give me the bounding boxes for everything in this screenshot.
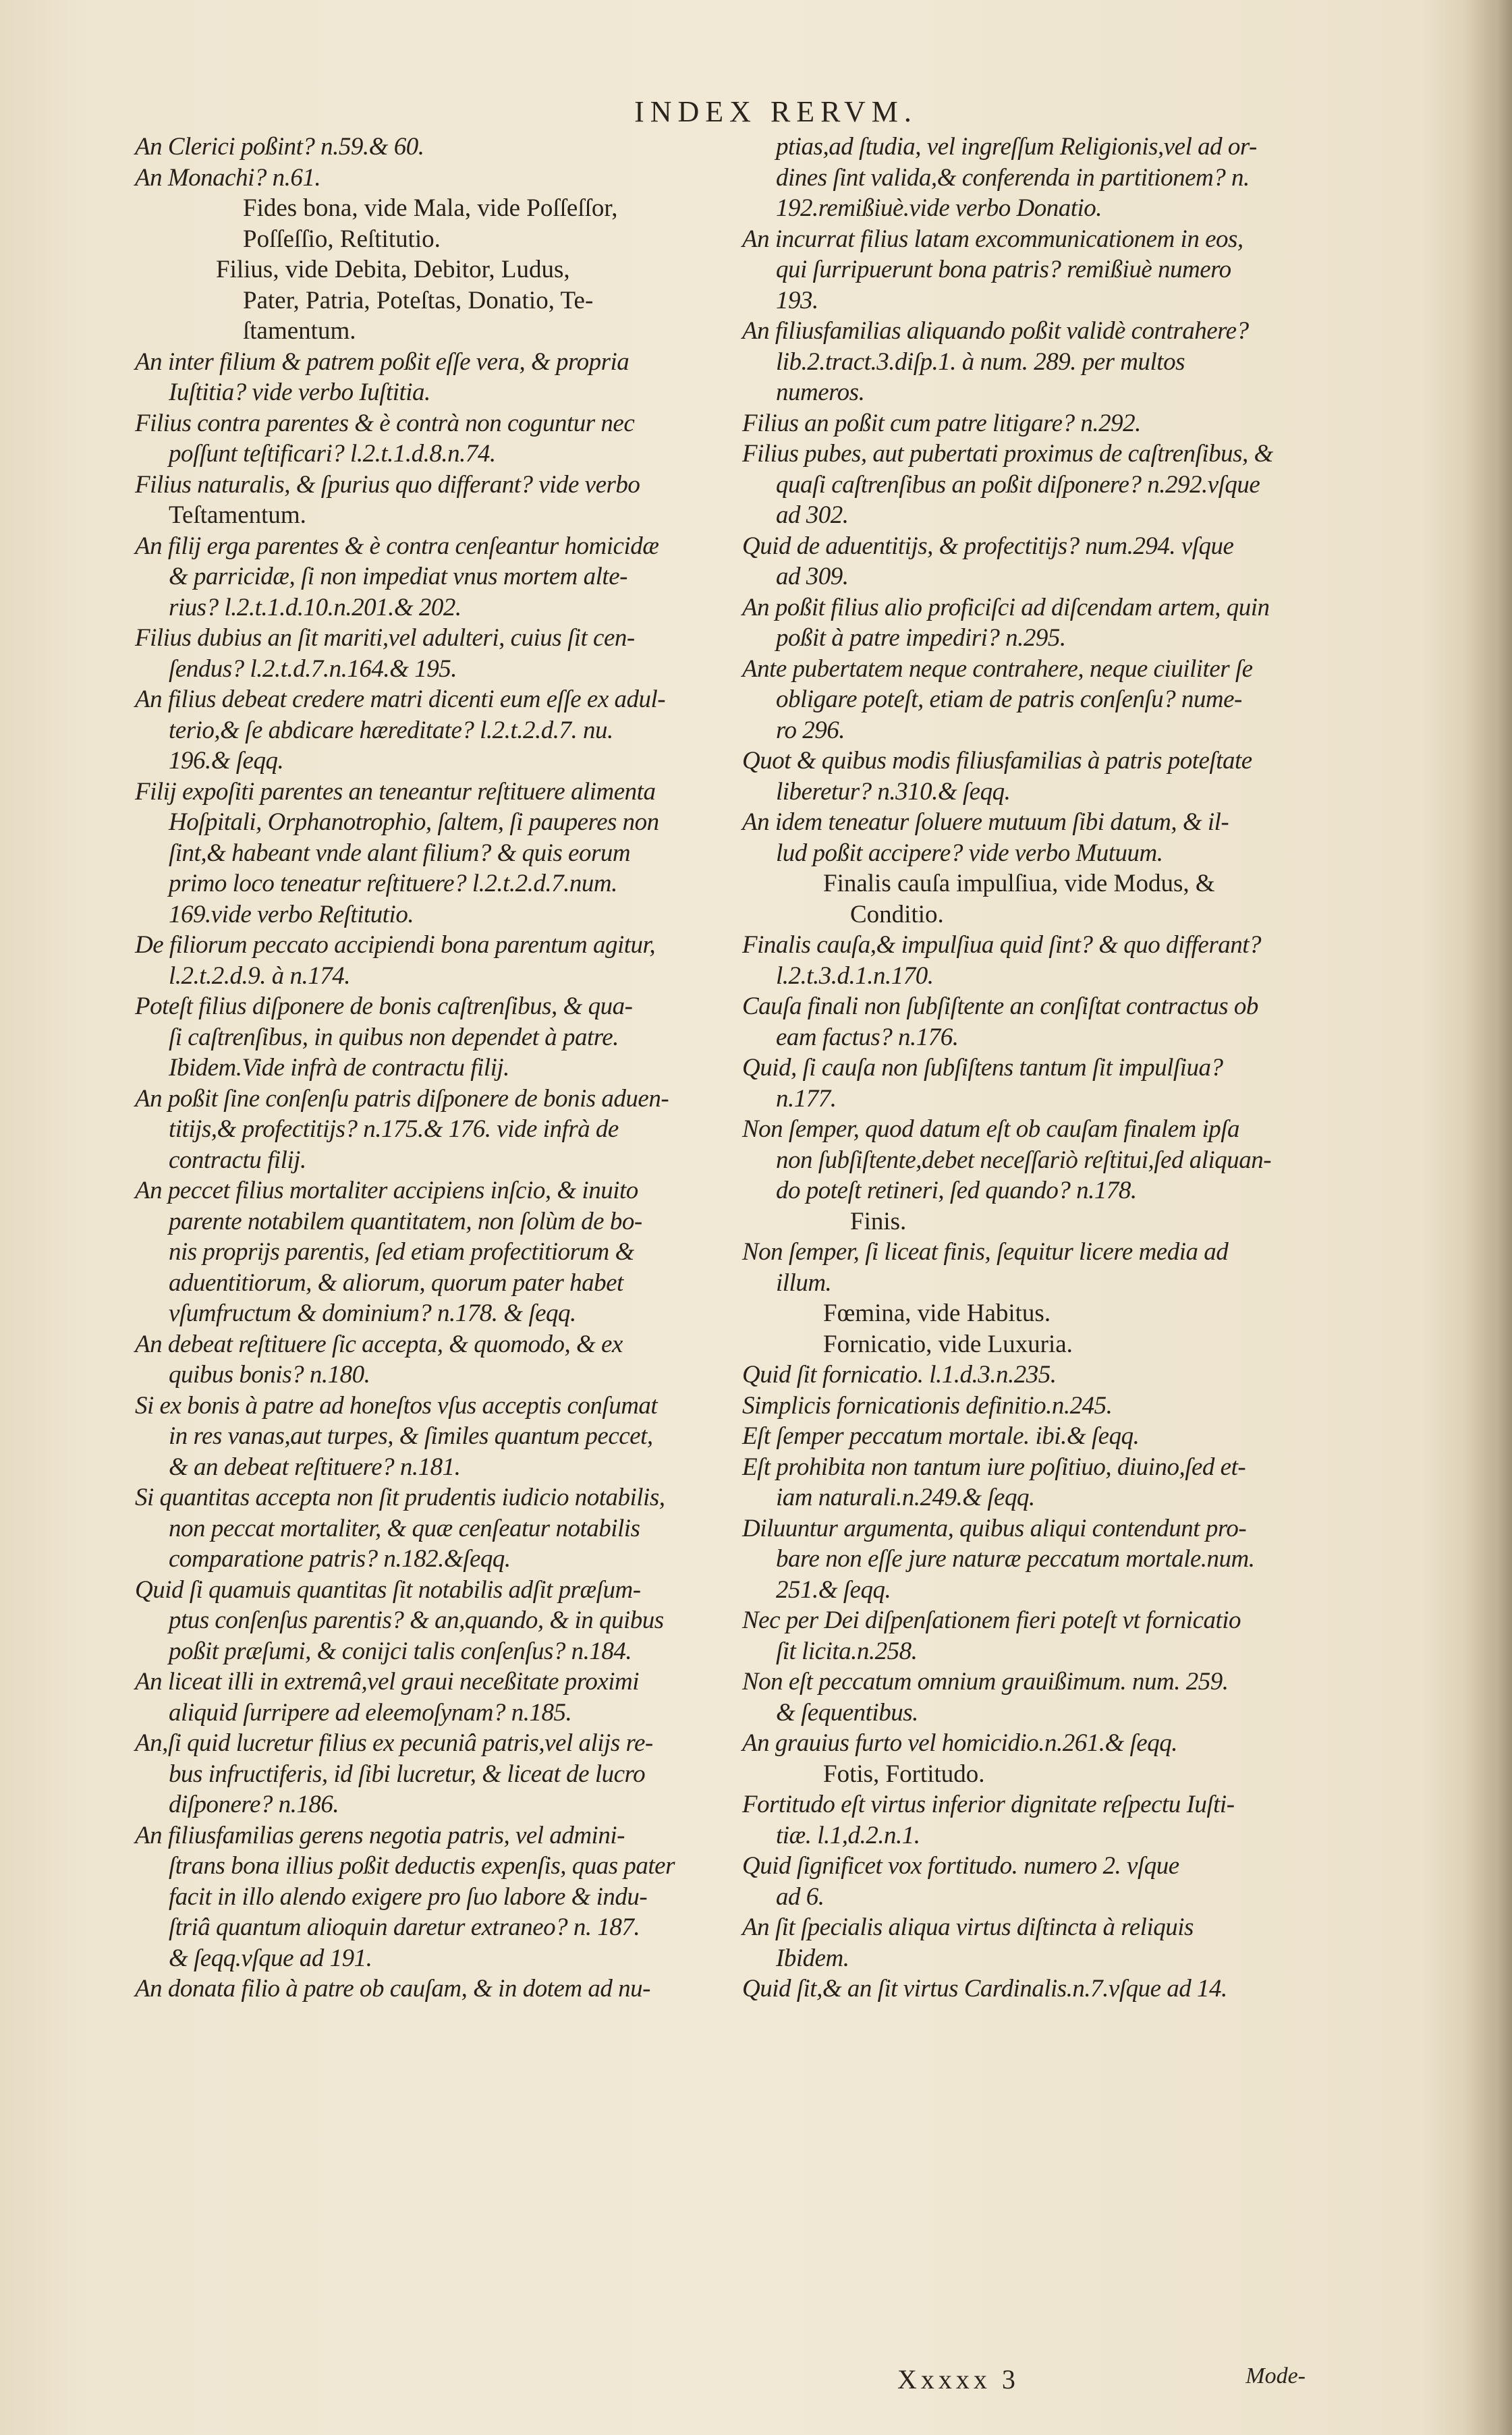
index-line: Poteſt filius diſponere de bonis caſtrenſibus, & qua- xyxy=(135,992,633,1020)
index-line: An,ſi quid lucretur filius ex pecuniâ patris,vel alijs re- xyxy=(135,1729,653,1757)
right-column xyxy=(742,132,1306,2005)
index-line: Quid ſit fornicatio. l.1.d.3.n.235. xyxy=(742,1361,1057,1389)
index-line: An peccet filius mortaliter accipiens inſcio, & inuito xyxy=(135,1177,638,1204)
index-line: iam naturali.n.249.& ſeqq. xyxy=(776,1484,1035,1511)
index-line: ſtriâ quantum alioquin daretur extraneo? n. 187. xyxy=(169,1913,640,1941)
index-line: An filius debeat credere matri dicenti eum eſſe ex adul- xyxy=(135,685,666,713)
index-line: tiæ. l.1,d.2.n.1. xyxy=(776,1821,920,1849)
index-line: do poteſt retineri, ſed quando? n.178. xyxy=(776,1177,1137,1204)
index-line: Filius pubes, aut pubertati proximus de caſtrenſibus, & xyxy=(742,440,1273,468)
index-line: 251.& ſeqq. xyxy=(776,1575,891,1604)
index-line: An filiusfamilias gerens negotia patris, vel admini- xyxy=(135,1821,625,1849)
index-line: Diluuntur argumenta, quibus aliqui contendunt pro- xyxy=(742,1514,1247,1542)
index-line: Quid de aduentitijs, & profectitijs? num.294. vſque xyxy=(742,532,1234,560)
index-line: lib.2.tract.3.diſp.1. à num. 289. per multos xyxy=(776,347,1185,376)
index-line: quaſi caſtrenſibus an poßit diſponere? n.292.vſque xyxy=(776,470,1260,499)
index-line: Hoſpitali, Orphanotrophio, ſaltem, ſi pauperes non xyxy=(169,808,659,836)
index-line: Non ſemper, quod datum eſt ob cauſam finalem ipſa xyxy=(742,1115,1240,1143)
index-line: Quid ſignificet vox fortitudo. numero 2. vſque xyxy=(742,1852,1179,1880)
index-line: qui ſurripuerunt bona patris? remißiuè numero xyxy=(776,256,1231,283)
index-line: Finalis cauſa impulſiua, vide Modus, & xyxy=(823,870,1215,897)
left-column xyxy=(135,132,722,2005)
index-line: 192.remißiuè.vide verbo Donatio. xyxy=(776,194,1102,222)
index-line: Filius naturalis, & ſpurius quo differant? vide verbo xyxy=(135,470,640,499)
index-line: liberetur? n.310.& ſeqq. xyxy=(776,777,1011,806)
index-line: parente notabilem quantitatem, non ſolùm de bo- xyxy=(169,1207,642,1235)
index-line: in res vanas,aut turpes, & ſimiles quantum peccet, xyxy=(169,1422,653,1450)
index-line: Filij expoſiti parentes an teneantur reſtituere alimenta xyxy=(135,777,656,806)
index-line: Finalis cauſa,& impulſiua quid ſint? & quo differant? xyxy=(742,931,1261,959)
index-line: Fortitudo eſt virtus inferior dignitate reſpectu Iuſti- xyxy=(742,1791,1235,1818)
index-line: De filiorum peccato accipiendi bona parentum agitur, xyxy=(135,931,656,959)
index-line: Eſt ſemper peccatum mortale. ibi.& ſeqq. xyxy=(742,1422,1140,1450)
index-line: & parricidæ, ſi non impediat vnus mortem alte- xyxy=(169,563,627,590)
index-line: Cauſa finali non ſubſiſtente an conſiſtat contractus ob xyxy=(742,992,1258,1020)
index-line: non ſubſiſtente,debet neceſſariò reſtitui,ſed aliquan- xyxy=(776,1146,1272,1174)
index-line: ad 302. xyxy=(776,501,849,529)
index-line: Fœmina, vide Habitus. xyxy=(823,1299,1051,1327)
index-line: Quid ſit,& an ſit virtus Cardinalis.n.7.vſque ad 14. xyxy=(742,1975,1227,2003)
index-line: rius? l.2.t.1.d.10.n.201.& 202. xyxy=(169,593,461,621)
index-line: non peccat mortaliter, & quæ cenſeatur notabilis xyxy=(169,1514,640,1542)
index-line: An Monachi? n.61. xyxy=(135,163,321,192)
index-line: ſtrans bona illius poßit deductis expenſis, quas pater xyxy=(169,1852,675,1880)
index-line: ſint,& habeant vnde alant filium? & quis eorum xyxy=(169,839,631,867)
index-line: lud poßit accipere? vide verbo Mutuum. xyxy=(776,839,1163,867)
index-line: bare non eſſe jure naturæ peccatum mortale.num. xyxy=(776,1545,1255,1573)
index-line: An Clerici poßint? n.59.& 60. xyxy=(135,133,424,161)
index-line: Teſtamentum. xyxy=(169,501,306,529)
index-line: numeros. xyxy=(776,379,865,406)
index-line: l.2.t.2.d.9. à n.174. xyxy=(169,961,351,990)
index-line: An idem teneatur ſoluere mutuum ſibi datum, & il- xyxy=(742,808,1229,836)
index-line: Finis. xyxy=(850,1207,907,1235)
index-line: Si quantitas accepta non ſit prudentis iudicio notabilis, xyxy=(135,1484,665,1511)
index-line: Fornicatio, vide Luxuria. xyxy=(823,1330,1073,1358)
index-line: poßit præſumi, & conijci talis conſenſus? n.184. xyxy=(169,1637,632,1665)
signature-mark: Xxxxx 3 xyxy=(897,2364,1019,2395)
index-line: quibus bonis? n.180. xyxy=(169,1361,370,1389)
index-line: ro 296. xyxy=(776,716,845,744)
index-line: & ſequentibus. xyxy=(776,1698,918,1727)
index-line: Fides bona, vide Mala, vide Poſſeſſor, xyxy=(243,194,618,222)
index-line: ptias,ad ſtudia, vel ingreſſum Religionis,vel ad or- xyxy=(776,133,1257,161)
index-line: titijs,& profectitijs? n.175.& 176. vide infrà de xyxy=(169,1115,619,1143)
index-line: Simplicis fornicationis definitio.n.245. xyxy=(742,1391,1113,1420)
index-line: Filius, vide Debita, Debitor, Ludus, xyxy=(216,256,570,283)
index-line: ſit licita.n.258. xyxy=(776,1637,918,1665)
index-line: contractu filij. xyxy=(169,1146,306,1174)
index-line: An poßit ſine conſenſu patris diſponere de bonis aduen- xyxy=(135,1084,669,1113)
index-line: Conditio. xyxy=(850,900,944,928)
index-line: Ibidem. xyxy=(776,1944,849,1972)
index-line: bus infructiferis, id ſibi lucretur, & liceat de lucro xyxy=(169,1760,646,1788)
index-line: An liceat illi in extremâ,vel graui neceßitate proximi xyxy=(135,1668,640,1696)
index-line: ſendus? l.2.t.d.7.n.164.& 195. xyxy=(169,654,457,683)
index-line: An donata filio à patre ob cauſam, & in dotem ad nu- xyxy=(135,1975,650,2003)
index-line: terio,& ſe abdicare hæreditate? l.2.t.2.d.7. nu. xyxy=(169,716,613,744)
index-line: & ſeqq.vſque ad 191. xyxy=(169,1944,372,1972)
index-line: & an debeat reſtituere? n.181. xyxy=(169,1453,461,1481)
index-line: Eſt prohibita non tantum iure poſitiuo, diuino,ſed et- xyxy=(742,1453,1246,1481)
index-line: Filius dubius an ſit mariti,vel adulteri, cuius ſit cen- xyxy=(135,624,635,652)
index-line: Fotis, Fortitudo. xyxy=(823,1760,985,1788)
index-line: ad 6. xyxy=(776,1882,824,1911)
index-line: An filij erga parentes & è contra cenſeantur homicidæ xyxy=(135,532,659,560)
index-line: Si ex bonis à patre ad honeſtos vſus acceptis conſumat xyxy=(135,1391,658,1420)
index-line: eam factus? n.176. xyxy=(776,1023,959,1051)
index-line: Ibidem.Vide infrà de contractu filij. xyxy=(169,1054,509,1082)
index-line: facit in illo alendo exigere pro ſuo labore & indu- xyxy=(169,1882,648,1911)
index-line: ad 309. xyxy=(776,563,849,590)
index-line: Filius an poßit cum patre litigare? n.292. xyxy=(742,409,1141,437)
index-line: An inter filium & patrem poßit eſſe vera, & propria xyxy=(135,347,629,376)
index-line: 193. xyxy=(776,286,818,314)
index-line: Quid ſi quamuis quantitas ſit notabilis adſit præſum- xyxy=(135,1575,641,1604)
index-line: comparatione patris? n.182.&ſeqq. xyxy=(169,1545,511,1573)
index-line: Quid, ſi cauſa non ſubſiſtens tantum ſit impulſiua? xyxy=(742,1054,1223,1082)
index-line: Iuſtitia? vide verbo Iuſtitia. xyxy=(169,379,430,406)
index-line: diſponere? n.186. xyxy=(169,1791,339,1818)
index-line: ptus conſenſus parentis? & an,quando, & in quibus xyxy=(169,1606,664,1634)
index-line: Non ſemper, ſi liceat finis, ſequitur licere media ad xyxy=(742,1238,1229,1266)
page-edge-shadow xyxy=(1465,0,1512,2435)
index-line: aliquid ſurripere ad eleemoſynam? n.185. xyxy=(169,1698,572,1727)
index-line: An filiusfamilias aliquando poßit validè contrahere? xyxy=(742,317,1249,345)
index-line: primo loco teneatur reſtituere? l.2.t.2.d.7.num. xyxy=(169,870,617,897)
catchword: Mode- xyxy=(1245,2363,1306,2388)
index-line: Filius contra parentes & è contrà non coguntur nec xyxy=(135,409,635,437)
index-line: dines ſint valida,& conferenda in partitionem? n. xyxy=(776,163,1250,192)
index-line: Nec per Dei diſpenſationem fieri poteſt vt fornicatio xyxy=(742,1606,1241,1634)
index-line: poſſunt teſtificari? l.2.t.1.d.8.n.74. xyxy=(169,440,496,468)
index-line: 169.vide verbo Reſtitutio. xyxy=(169,900,414,928)
index-line: poßit à patre impediri? n.295. xyxy=(776,624,1066,652)
index-line: illum. xyxy=(776,1268,832,1297)
index-line: An grauius furto vel homicidio.n.261.& ſeqq. xyxy=(742,1729,1177,1757)
index-line: Ante pubertatem neque contrahere, neque ciuiliter ſe xyxy=(742,654,1253,683)
index-line: l.2.t.3.d.1.n.170. xyxy=(776,961,934,990)
index-line: An incurrat filius latam excommunicationem in eos, xyxy=(742,225,1243,253)
index-line: An poßit filius alio proficiſci ad diſcendam artem, quin xyxy=(742,593,1270,621)
index-line: aduentitiorum, & aliorum, quorum pater habet xyxy=(169,1268,623,1297)
index-line: Quot & quibus modis filiusfamilias à patris poteſtate xyxy=(742,747,1252,775)
index-line: ſtamentum. xyxy=(243,317,356,345)
index-line: An debeat reſtituere ſic accepta, & quomodo, & ex xyxy=(135,1330,623,1358)
index-line: Pater, Patria, Poteſtas, Donatio, Te- xyxy=(243,286,594,314)
index-line: n.177. xyxy=(776,1084,837,1113)
index-line: nis proprijs parentis, ſed etiam profectitiorum & xyxy=(169,1238,634,1266)
index-line: Non eſt peccatum omnium grauißimum. num. 259. xyxy=(742,1668,1229,1696)
index-line: 196.& ſeqq. xyxy=(169,747,284,775)
index-line: ſi caſtrenſibus, in quibus non dependet à patre. xyxy=(169,1023,619,1051)
index-line: obligare poteſt, etiam de patris conſenſu? nume- xyxy=(776,685,1242,713)
index-line: Poſſeſſio, Reſtitutio. xyxy=(243,225,441,253)
index-line: An ſit ſpecialis aliqua virtus diſtincta à reliquis xyxy=(742,1913,1194,1941)
running-header: INDEX RERVM. xyxy=(634,95,918,128)
index-line: vſumfructum & dominium? n.178. & ſeqq. xyxy=(169,1299,576,1327)
